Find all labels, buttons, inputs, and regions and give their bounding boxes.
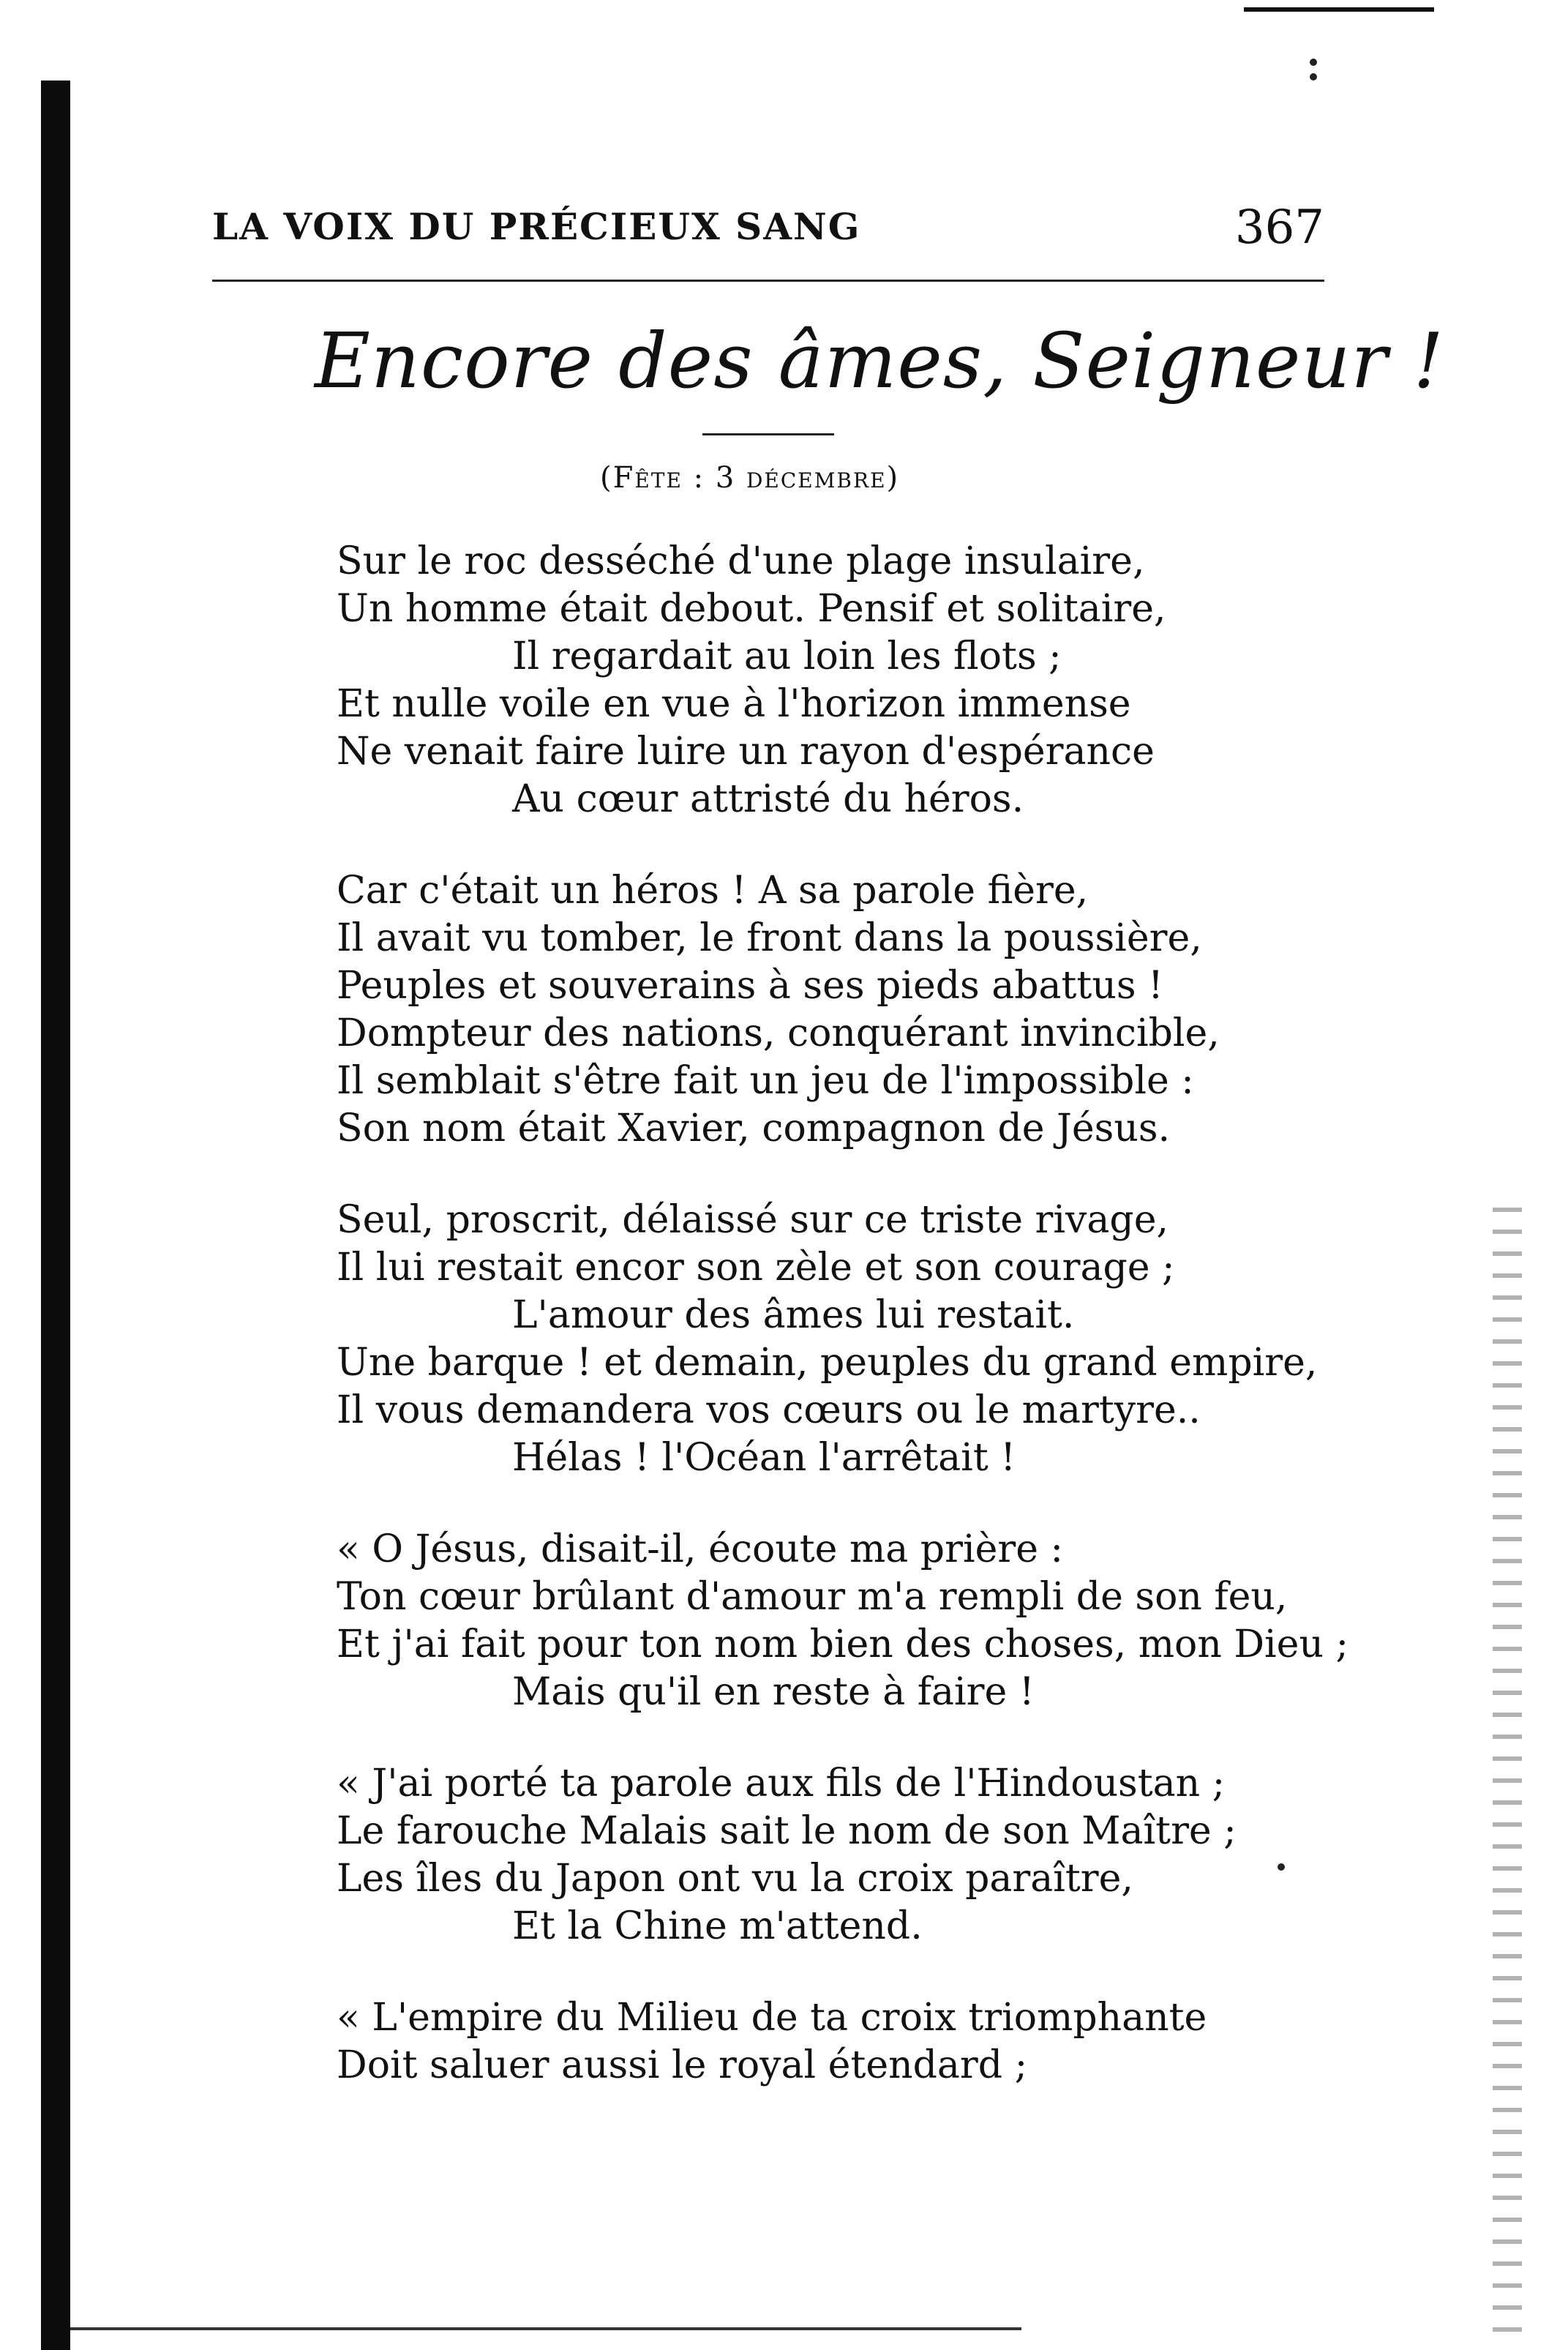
stanza bbox=[337, 1526, 1361, 1716]
verse-line: Au cœur attristé du héros. bbox=[512, 777, 1024, 821]
verse-line: Hélas ! l'Océan l'arrêtait ! bbox=[512, 1436, 1016, 1480]
binding-shadow bbox=[41, 81, 70, 2350]
verse-line: Car c'était un héros ! A sa parole fière, bbox=[337, 869, 1089, 913]
verse-line: Peuples et souverains à ses pieds abattus ! bbox=[337, 964, 1163, 1008]
verse-line: Un homme était debout. Pensif et solitaire, bbox=[337, 587, 1166, 631]
poem-title: Encore des âmes, Seigneur ! bbox=[315, 316, 1444, 405]
verse-line: Seul, proscrit, délaissé sur ce triste rivage, bbox=[337, 1198, 1169, 1242]
bottom-edge-rule bbox=[70, 2327, 1021, 2330]
verse-line: Et la Chine m'attend. bbox=[512, 1904, 923, 1948]
verse-line: Ne venait faire luire un rayon d'espérance bbox=[337, 730, 1155, 774]
verse-line: Sur le roc desséché d'une plage insulaire, bbox=[337, 539, 1145, 583]
stanza bbox=[337, 1760, 1361, 1950]
title-rule bbox=[702, 433, 834, 435]
verse-line: Son nom était Xavier, compagnon de Jésus. bbox=[337, 1107, 1171, 1150]
verse-line: Il semblait s'être fait un jeu de l'impossible : bbox=[337, 1059, 1194, 1103]
verse-line: Il avait vu tomber, le front dans la poussière, bbox=[337, 916, 1202, 960]
top-edge-rule bbox=[1244, 7, 1434, 12]
verse-line: Et nulle voile en vue à l'horizon immense bbox=[337, 682, 1131, 726]
header-rule bbox=[212, 280, 1324, 282]
running-head: LA VOIX DU PRÉCIEUX SANG bbox=[212, 205, 861, 248]
scan-speck bbox=[1310, 59, 1317, 66]
verse-line: Il lui restait encor son zèle et son courage ; bbox=[337, 1246, 1175, 1290]
verse-line: « L'empire du Milieu de ta croix triomphante bbox=[337, 1996, 1207, 2040]
stanza bbox=[337, 1994, 1361, 2089]
verse-line: Dompteur des nations, conquérant invincible, bbox=[337, 1011, 1220, 1055]
scan-speck bbox=[1310, 73, 1317, 81]
verse-line: « J'ai porté ta parole aux fils de l'Hindoustan ; bbox=[337, 1762, 1226, 1805]
stanza bbox=[337, 867, 1361, 1153]
page-header bbox=[212, 198, 1324, 256]
verse-line: L'amour des âmes lui restait. bbox=[512, 1293, 1075, 1337]
verse-line: Et j'ai fait pour ton nom bien des choses, mon Dieu ; bbox=[337, 1623, 1348, 1666]
page-number: 367 bbox=[1234, 201, 1324, 255]
verse-line: Il vous demandera vos cœurs ou le martyre.. bbox=[337, 1388, 1201, 1432]
verse-line: Doit saluer aussi le royal étendard ; bbox=[337, 2043, 1028, 2087]
verse-line: « O Jésus, disait-il, écoute ma prière : bbox=[337, 1527, 1064, 1571]
stanza bbox=[337, 1197, 1361, 1482]
verse-line: Les îles du Japon ont vu la croix paraître, bbox=[337, 1857, 1133, 1901]
stanza bbox=[337, 538, 1361, 823]
poem-subtitle: (Fête : 3 décembre) bbox=[600, 461, 900, 495]
poem-body bbox=[337, 538, 1361, 2133]
verse-line: Une barque ! et demain, peuples du grand empire, bbox=[337, 1341, 1318, 1385]
scan-edge-noise bbox=[1493, 1208, 1522, 2335]
verse-line: Il regardait au loin les flots ; bbox=[512, 635, 1062, 678]
verse-line: Ton cœur brûlant d'amour m'a rempli de son feu, bbox=[337, 1575, 1288, 1619]
verse-line: Mais qu'il en reste à faire ! bbox=[512, 1670, 1035, 1714]
verse-line: Le farouche Malais sait le nom de son Maître ; bbox=[337, 1809, 1237, 1853]
